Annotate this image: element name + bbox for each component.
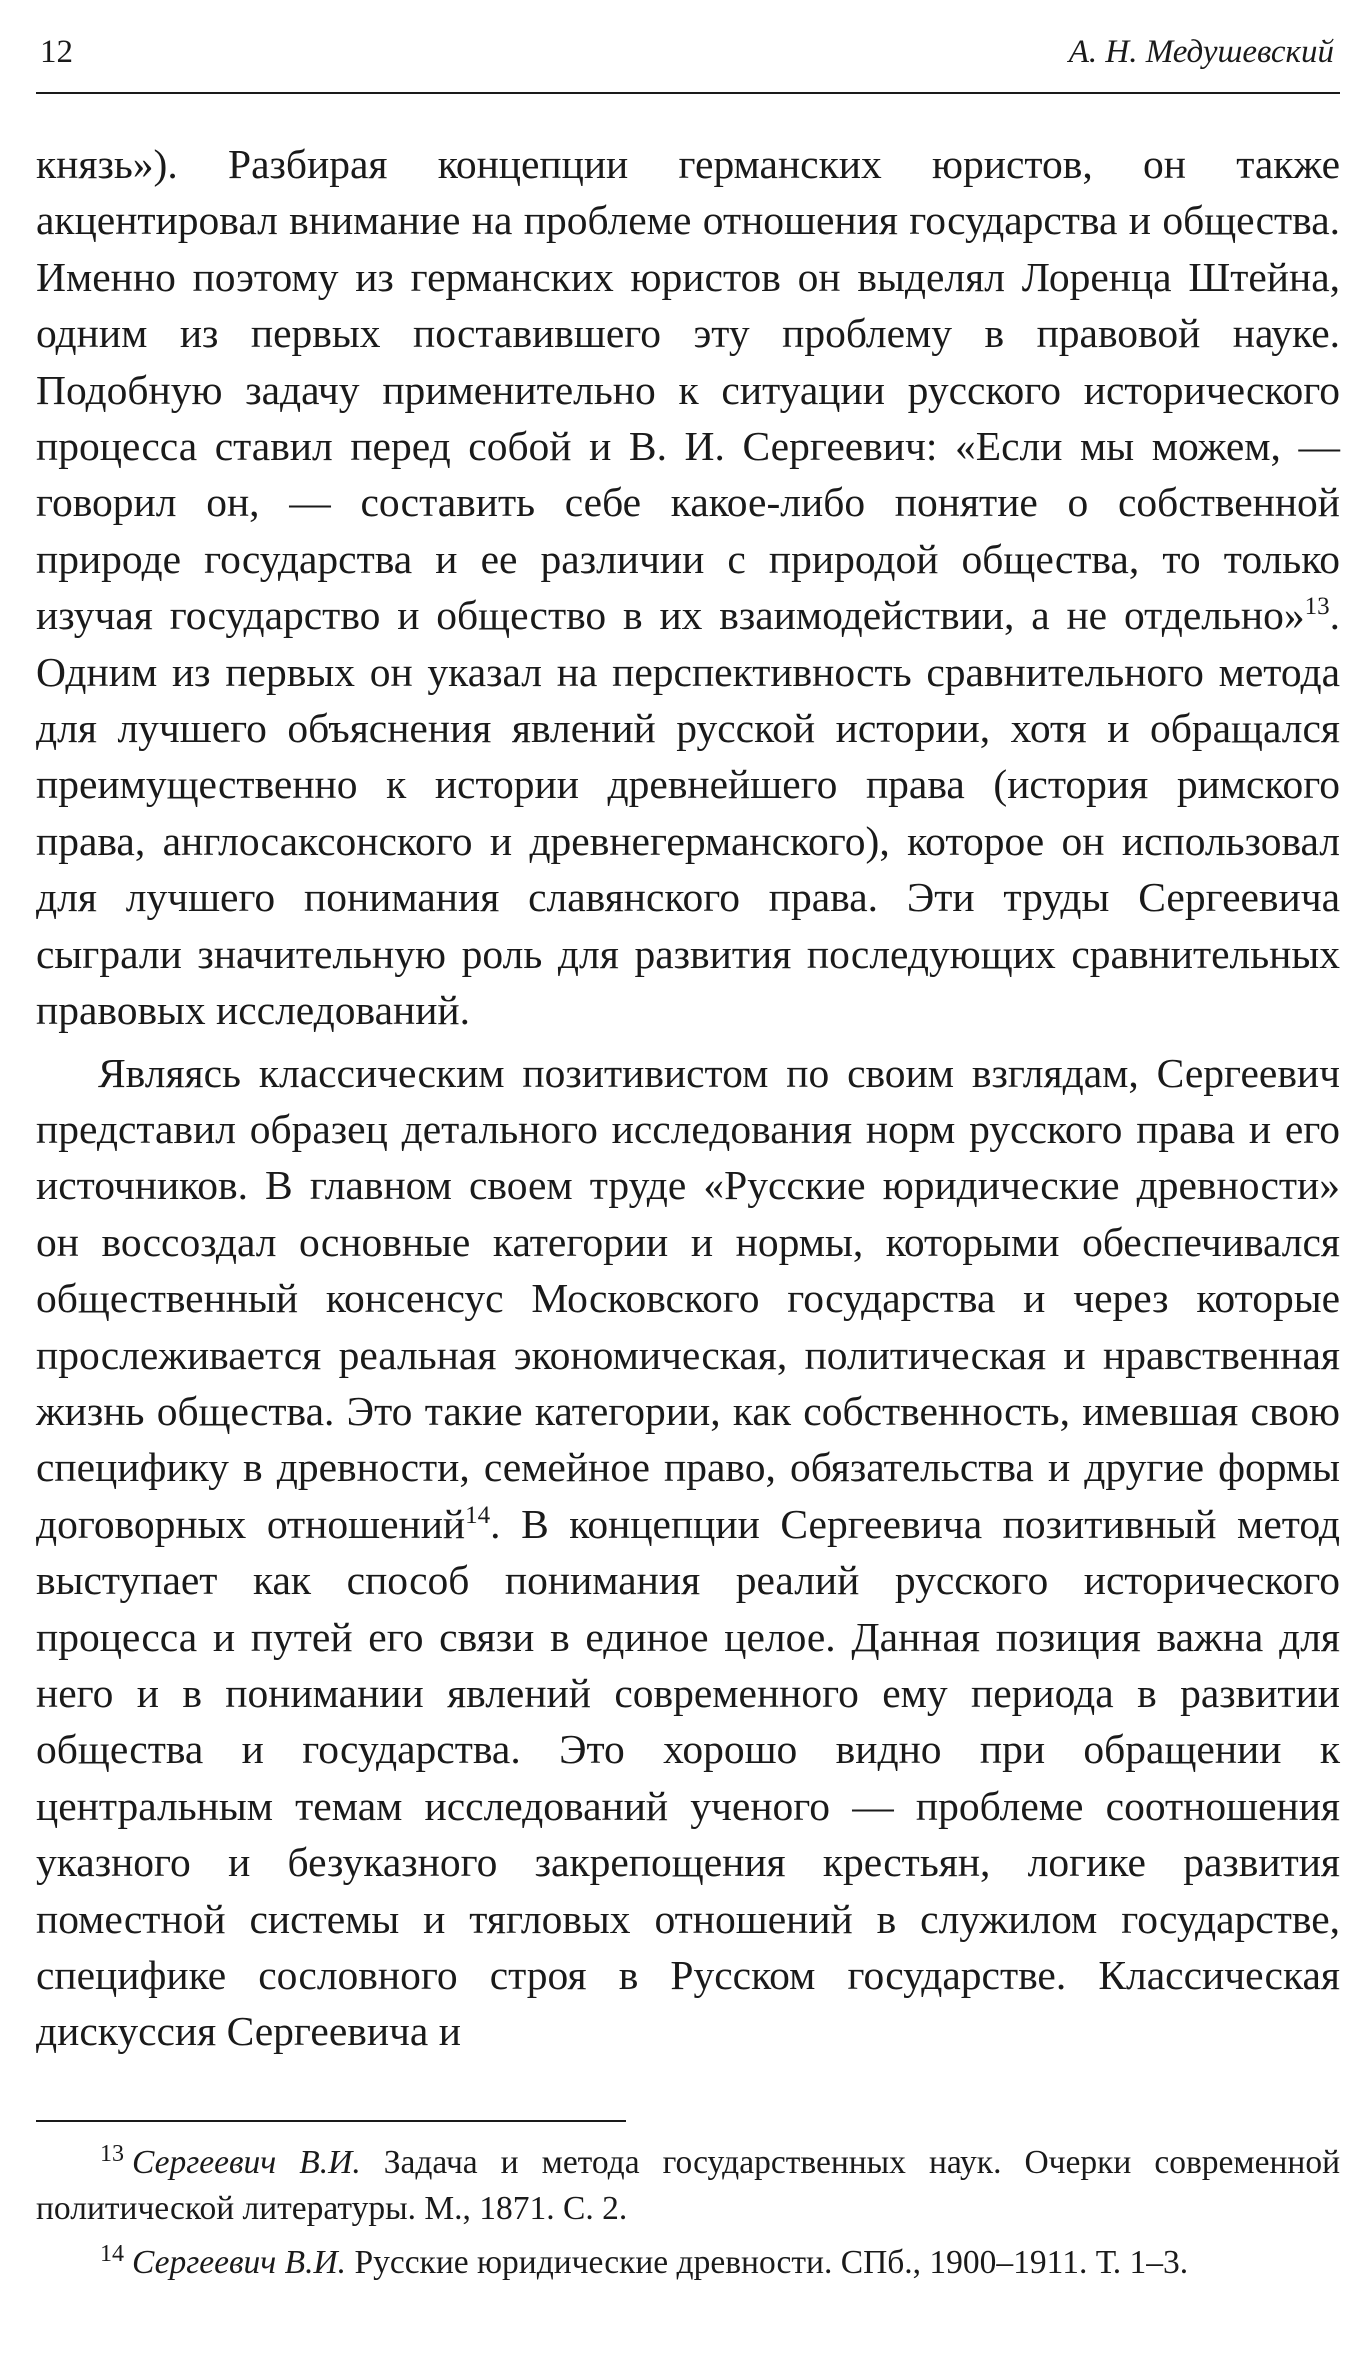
paragraph-2-text-b: . В концепции Сергеевича позитивный метод выступает как способ понимания реалий русского исторического процесса и путей его связи в единое целое. Данная позиция важна для него и в понимании явлений современного ему периода в развитии общества и государства. Это хорошо видно при обращении к центральным темам исследований ученого — проблеме соотношения указного и безуказного закрепощения крестьян, логике развития поместной системы и тягловых отношений в служилом государстве, специфике сословного строя в Русском государстве. Классическая дискуссия Сергеевича и — [36, 1500, 1340, 2055]
footnote-separator — [36, 2120, 626, 2122]
footnote-reference-13[interactable]: 13 — [1304, 593, 1330, 621]
paragraph-1-text-b: . Одним из первых он указал на перспективность сравнительного метода для лучшего объяснения явлений русской истории, хотя и обращался преимущественно к истории древнейшего права (история римского права, англосаксонского и древнегерманского), которое он использовал для лучшего понимания славянского права. Эти труды Сергеевича сыграли значительную роль для развития последующих сравнительных правовых исследований. — [36, 592, 1340, 1034]
footnote-author: Сергеевич В.И. — [132, 2244, 347, 2281]
paragraph-1-text-a: князь»). Разбирая концепции германских юристов, он также акцентировал внимание на проблеме отношения государства и общества. Именно поэтому из германских юристов он выделял Лоренца Штейна, одним из первых поставившего эту проблему в правовой науке. Подобную задачу применительно к ситуации русского исторического процесса ставил перед собой и В. И. Сергеевич: «Если мы можем, — говорил он, — составить себе какое-либо понятие о собственной природе государства и ее различии с природой общества, то только изучая государство и общество в их взаимодействии, а не отдельно» — [36, 141, 1340, 639]
footnote-14 — [36, 2240, 1340, 2286]
footnote-reference-14[interactable]: 14 — [465, 1501, 491, 1529]
header-rule — [36, 92, 1340, 94]
running-head-author: А. Н. Медушевский — [1068, 34, 1334, 70]
footnote-text: Русские юридические древности. СПб., 1900–1911. Т. 1–3. — [346, 2244, 1189, 2281]
paragraph-1 — [36, 136, 1340, 1039]
footnote-13 — [36, 2140, 1340, 2232]
footnote-text: Задача и метода государственных наук. Очерки современной политической литературы. М., 1871. С. 2. — [36, 2144, 1340, 2227]
paragraph-2 — [36, 1045, 1340, 2060]
book-page — [36, 0, 1340, 2377]
body-text — [36, 136, 1340, 2060]
paragraph-2-text-a: Являясь классическим позитивистом по своим взглядам, Сергеевич представил образец детального исследования норм русского права и его источников. В главном своем труде «Русские юридические древности» он воссоздал основные категории и нормы, которыми обеспечивался общественный консенсус Московского государства и через которые прослеживается реальная экономическая, политическая и нравственная жизнь общества. Это такие категории, как собственность, имевшая свою специфику в древности, семейное право, обязательства и другие формы договорных отношений — [36, 1049, 1340, 1547]
footnote-number: 13 — [100, 2140, 124, 2167]
footnote-number: 14 — [100, 2240, 124, 2267]
footnote-author: Сергеевич В.И. — [132, 2144, 361, 2181]
page-number: 12 — [40, 34, 73, 70]
running-head — [36, 28, 1340, 80]
footnotes — [36, 2140, 1340, 2286]
